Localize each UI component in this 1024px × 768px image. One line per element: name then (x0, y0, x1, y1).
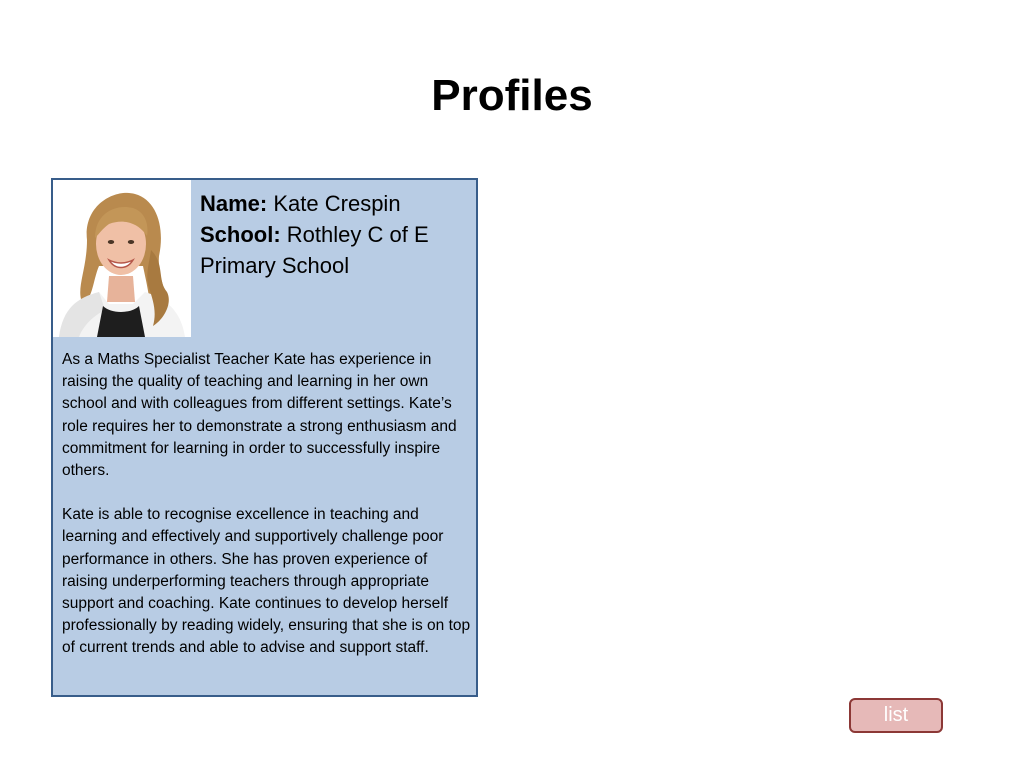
school-line (200, 219, 470, 281)
profile-card (51, 178, 478, 697)
name-line (200, 188, 470, 219)
profile-bio (62, 349, 474, 660)
school-value: Rothley C of E Primary School (200, 222, 429, 278)
profile-photo (53, 180, 191, 337)
list-button[interactable]: list (849, 698, 943, 733)
page-title: Profiles (431, 71, 593, 120)
name-value: Kate Crespin (273, 191, 401, 216)
school-label: School: (200, 222, 281, 247)
profile-info (200, 188, 470, 281)
bio-paragraph: Kate is able to recognise excellence in teaching and learning and effectively and supportively challenge poor performance in others. She has proven experience of raising underperforming teachers through appropriate support and coaching. Kate continues to develop herself professionally by reading widely, ensuring that she is on top of current trends and able to advise and support staff. (62, 506, 471, 657)
name-label: Name: (200, 191, 268, 216)
bio-paragraph: As a Maths Specialist Teacher Kate has experience in raising the quality of teaching and learning in her own school and with colleagues from different settings. Kate’s role requires her to demonstrate a strong enthusiasm and commitment for learning in order to successfully inspire others. (62, 351, 457, 480)
